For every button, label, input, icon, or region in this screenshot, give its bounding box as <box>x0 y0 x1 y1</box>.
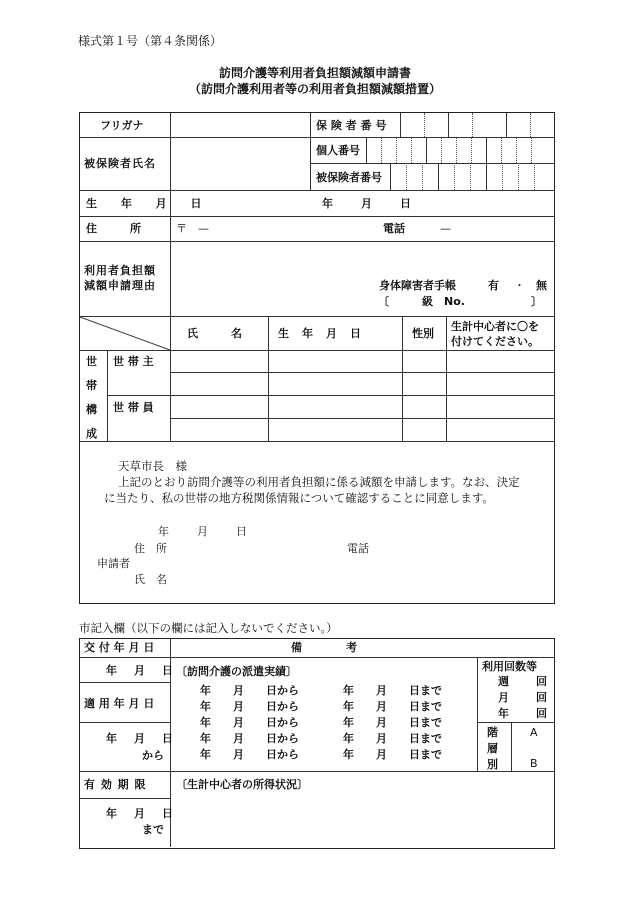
disability-grade-line[interactable]: 〔 級 No. 〕 <box>378 295 542 308</box>
tier-a[interactable]: A <box>530 726 538 739</box>
tier-label-3: 別 <box>487 758 498 771</box>
household-col-center-1: 生計中心者に〇を <box>451 320 539 333</box>
reason-label-line1: 利用者負担額 <box>84 264 156 277</box>
dispatch-row-2[interactable]: 年 月 日から 年 月 日まで <box>200 700 442 713</box>
postal-code-mark[interactable]: 〒 — <box>176 222 209 235</box>
household-member-label: 世 帯 員 <box>113 401 154 414</box>
insured-number-field[interactable] <box>391 164 553 190</box>
declaration-phone-label: 電話 <box>347 542 369 555</box>
insurer-number-field[interactable] <box>401 113 553 137</box>
household-side-3: 構 <box>86 403 97 416</box>
diagonal-slash <box>80 317 170 350</box>
reason-field[interactable] <box>171 242 371 316</box>
dispatch-row-4[interactable]: 年 月 日から 年 月 日まで <box>200 732 442 745</box>
declaration-address-label: 住 所 <box>134 542 167 555</box>
disability-yes[interactable]: 有 <box>488 279 499 292</box>
apply-date-from: から <box>142 749 164 762</box>
disability-book-label: 身体障害者手帳 <box>379 279 456 292</box>
address-label: 住 所 <box>86 222 141 235</box>
declaration-body-1: 上記のとおり訪問介護等の利用者負担額に係る減額を申請します。なお、決定 <box>118 475 520 489</box>
validity-ymd[interactable]: 年 月 日 <box>106 807 176 820</box>
declaration-addressee: 天草市長 様 <box>118 459 187 473</box>
usage-year-label: 年 <box>498 707 509 720</box>
usage-month-label: 月 <box>498 691 509 704</box>
issue-date-label: 交 付 年 月 日 <box>84 641 155 654</box>
birth-date-label: 生 年 月 日 <box>86 197 212 210</box>
tier-b[interactable]: B <box>530 757 538 770</box>
apply-date-ymd[interactable]: 年 月 日 <box>106 732 176 745</box>
city-section-caption: 市記入欄（以下の欄には記入しないでください。） <box>79 621 338 635</box>
usage-count-header: 利用回数等 <box>482 660 537 673</box>
household-col-name: 氏 名 <box>187 327 242 340</box>
usage-week-label: 週 <box>498 675 509 688</box>
household-col-sex: 性別 <box>412 327 434 340</box>
dispatch-row-1[interactable]: 年 月 日から 年 月 日まで <box>200 684 442 697</box>
validity-label: 有 効 期 限 <box>84 778 147 791</box>
address-phone-label: 電話 <box>383 222 405 235</box>
household-head-label: 世 帯 主 <box>113 355 154 368</box>
usage-month-times: 回 <box>536 691 547 704</box>
declaration-name-label: 氏 名 <box>134 573 167 586</box>
household-side-1: 世 <box>86 355 97 368</box>
form-number: 様式第１号（第４条関係） <box>78 34 223 48</box>
household-side-4: 成 <box>86 427 97 440</box>
usage-year-times: 回 <box>536 707 547 720</box>
dispatch-header: 〔訪問介護の派遣実績〕 <box>176 665 297 678</box>
disability-separator: ・ <box>514 279 525 292</box>
household-head-name-field[interactable] <box>171 351 268 372</box>
reason-label-line2: 減額申請理由 <box>84 279 156 292</box>
dispatch-row-3[interactable]: 年 月 日から 年 月 日まで <box>200 716 442 729</box>
birth-date-format[interactable]: 年 月 日 <box>322 197 413 210</box>
declaration-date[interactable]: 年 月 日 <box>158 525 249 538</box>
insured-number-label: 被保険者番号 <box>316 171 382 184</box>
household-member-name-fields[interactable] <box>171 373 268 441</box>
usage-week-times: 回 <box>536 675 547 688</box>
personal-number-label: 個人番号 <box>316 144 360 157</box>
issue-date-ymd[interactable]: 年 月 日 <box>106 664 176 677</box>
household-col-center-2: 付けてください。 <box>451 335 539 348</box>
household-side-2: 帯 <box>86 379 97 392</box>
insurer-number-label: 保 険 者 番 号 <box>316 119 387 132</box>
applicant-label: 申請者 <box>97 557 130 570</box>
insured-name-field[interactable] <box>171 138 309 190</box>
furigana-label: フリガナ <box>100 119 144 132</box>
form-title: 訪問介護等利用者負担額減額申請書 <box>218 66 411 80</box>
insured-name-label: 被保険者氏名 <box>84 157 156 170</box>
disability-no[interactable]: 無 <box>536 279 547 292</box>
address-phone-dash: — <box>440 222 451 235</box>
form-subtitle: （訪問介護利用者等の利用者負担額減額措置） <box>188 82 441 96</box>
apply-date-label: 適 用 年 月 日 <box>84 697 155 710</box>
declaration-body-2: に当たり、私の世帯の地方税関係情報について確認することに同意します。 <box>104 491 494 505</box>
furigana-field[interactable] <box>171 113 309 137</box>
validity-until: まで <box>142 823 164 836</box>
tier-label-2: 層 <box>487 742 498 755</box>
dispatch-row-5[interactable]: 年 月 日から 年 月 日まで <box>200 748 442 761</box>
household-col-birth: 生 年 月 日 <box>278 327 362 340</box>
tier-label-1: 階 <box>487 726 498 739</box>
remarks-label: 備 考 <box>291 641 357 654</box>
income-header: 〔生計中心者の所得状況〕 <box>176 778 308 791</box>
personal-number-field[interactable] <box>367 138 553 163</box>
